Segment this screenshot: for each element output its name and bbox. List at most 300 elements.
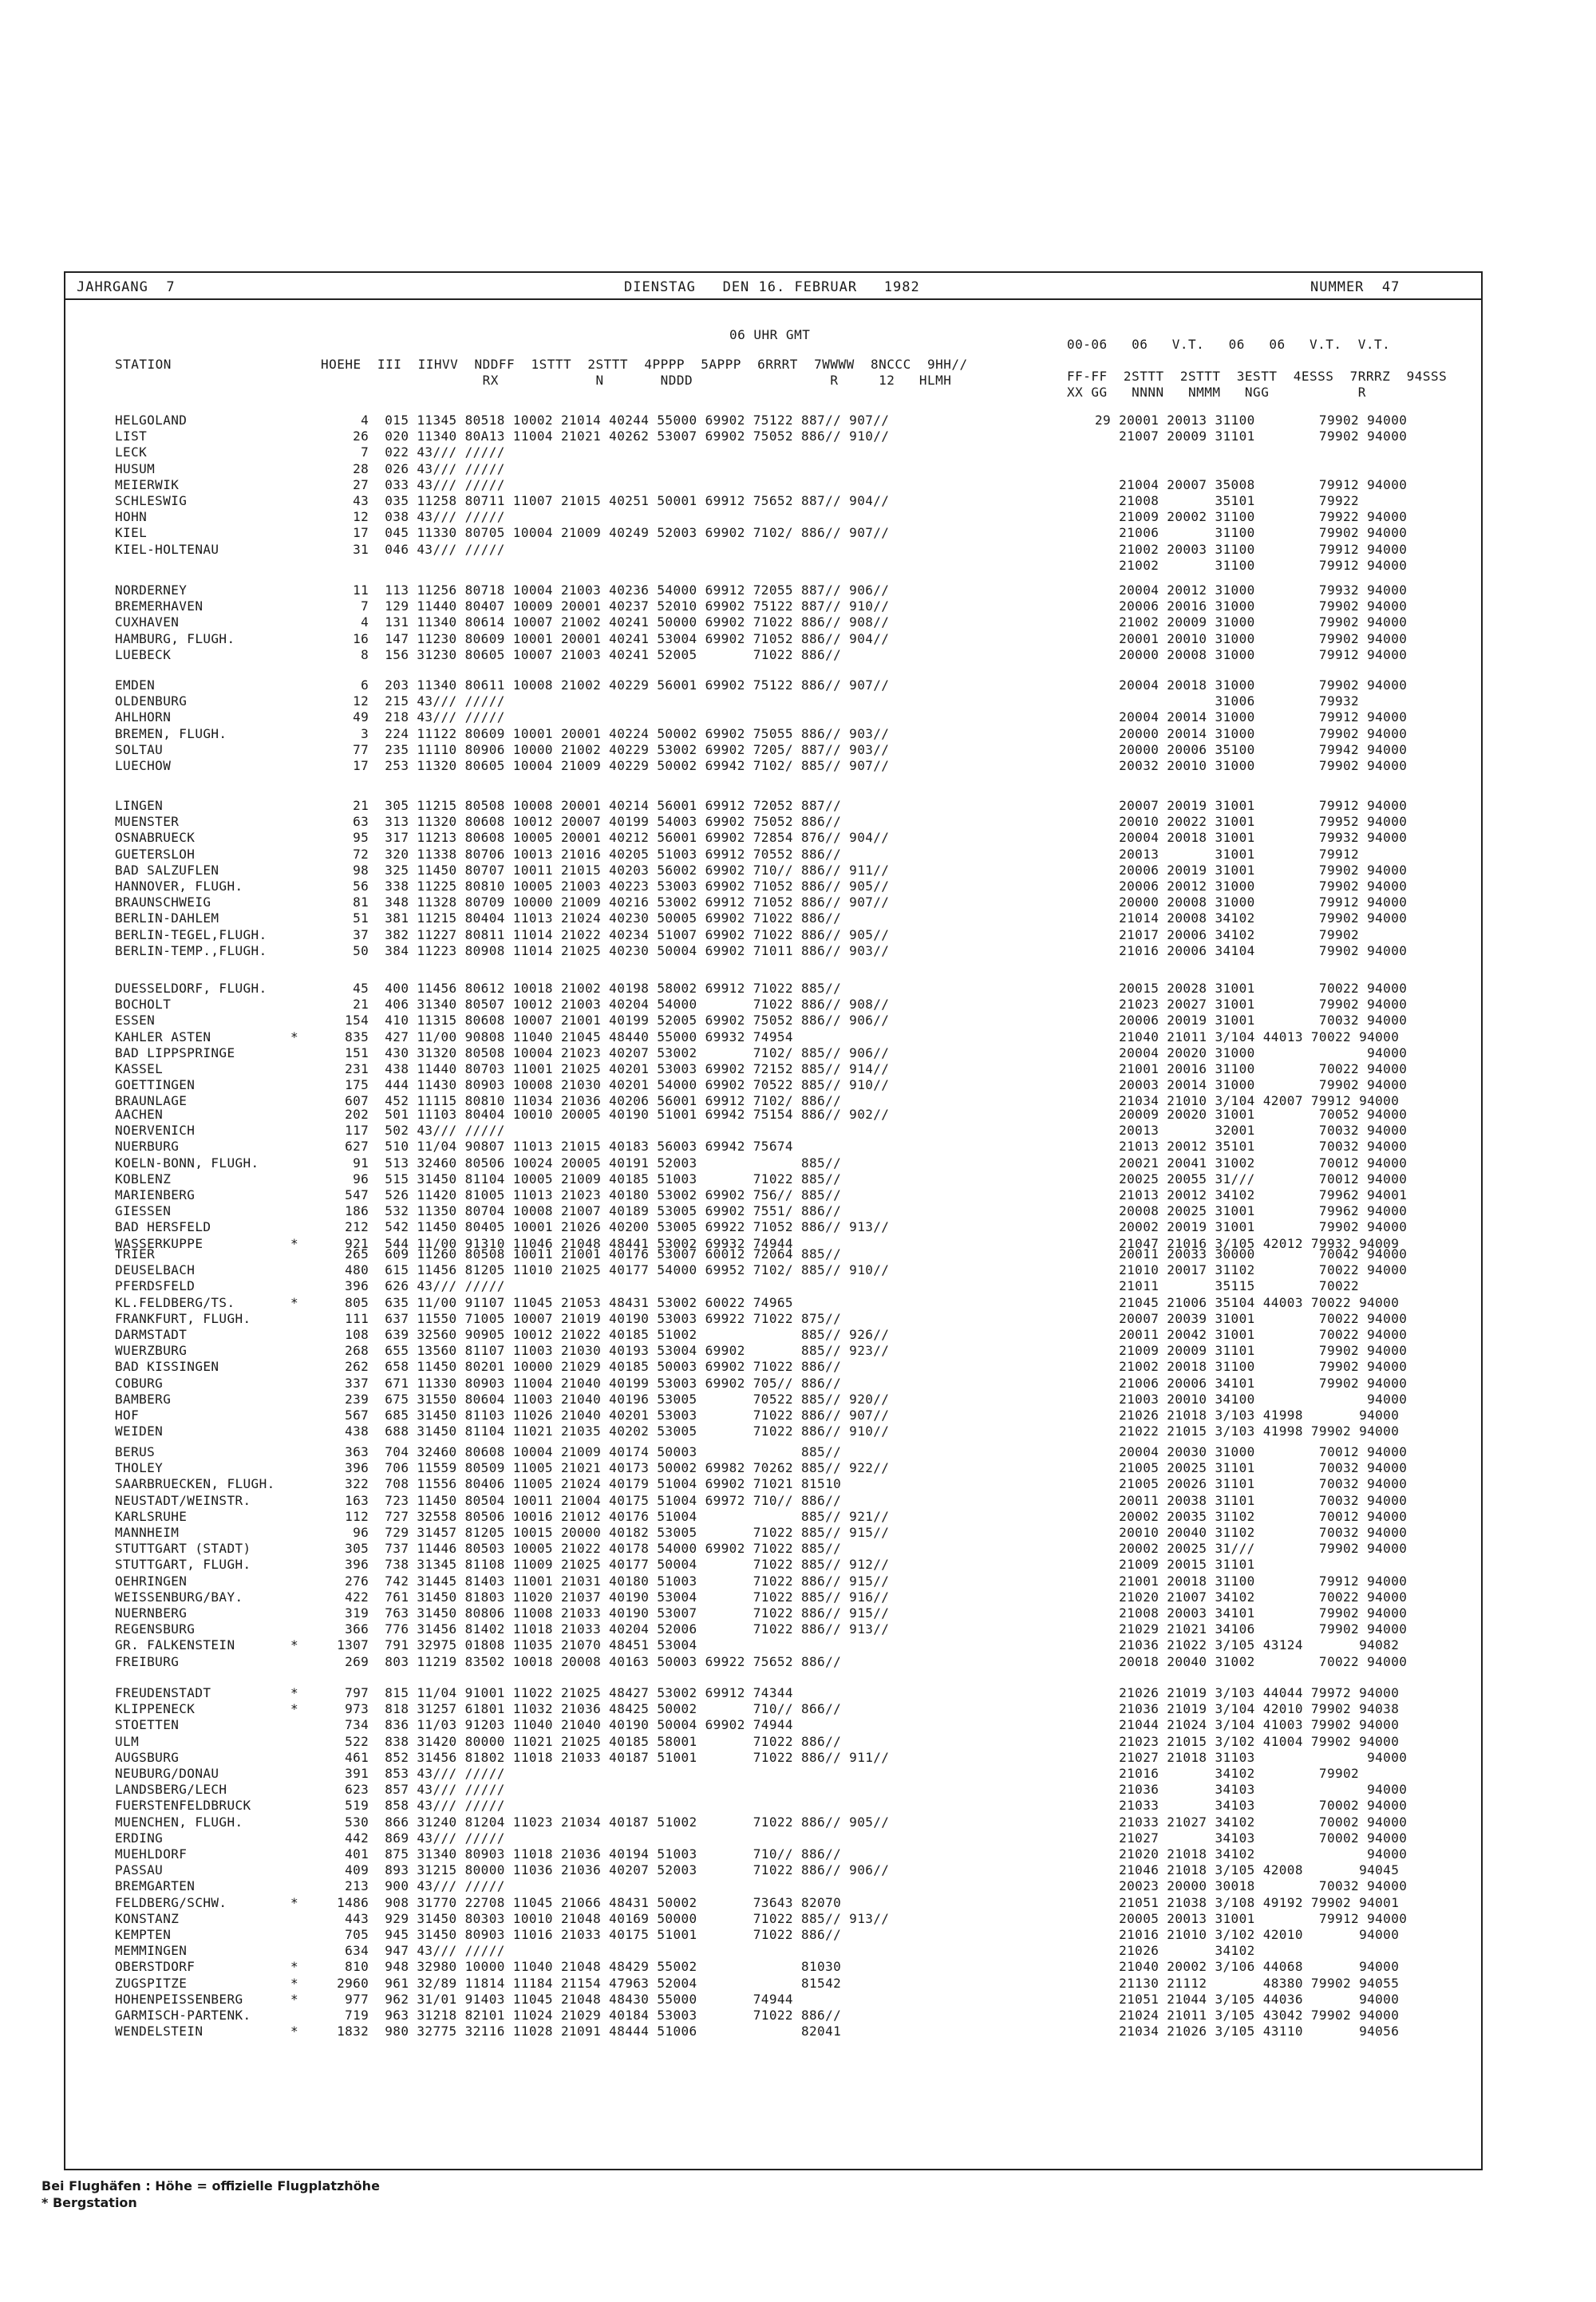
observation-codes: 12 215 43/// ///// [321,693,505,709]
observation-codes: 50 384 11223 80908 11014 21025 40230 50004 69902 71011 886// 903// [321,942,890,958]
observation-codes: 607 452 11115 80810 11034 21036 40206 56001 69912 7102/ 886// [321,1093,842,1109]
station-name: AACHEN [115,1107,164,1122]
station-row [65,814,1481,830]
supplementary-codes: 20025 20055 31/// 70012 94000 [1095,1171,1408,1187]
supplementary-codes: 21047 21016 3/105 42012 79932 94009 [1095,1235,1400,1251]
observation-codes: 623 857 43/// ///// [321,1782,505,1798]
station-name: AUGSBURG [115,1749,180,1765]
observation-codes: 634 947 43/// ///// [321,1943,505,1959]
station-row [65,830,1481,846]
station-name: FELDBERG/SCHW. [115,1894,227,1910]
date-label: DIENSTAG DEN 16. FEBRUAR 1982 [624,279,920,295]
supplementary-codes: 21036 34103 94000 [1095,1782,1408,1798]
station-name: BREMGARTEN [115,1878,196,1894]
station-name: HOF [115,1408,140,1423]
supplementary-codes: 21002 20009 31000 79902 94000 [1095,614,1408,630]
station-row [65,981,1481,997]
station-row [65,879,1481,894]
supplementary-codes: 21020 21007 34102 70022 94000 [1095,1589,1408,1605]
station-row [65,598,1481,614]
station-row [65,1766,1481,1782]
supplementary-codes: 20021 20041 31002 70012 94000 [1095,1155,1408,1171]
observation-codes: 45 400 11456 80612 10018 21002 40198 58002 69912 71022 885// [321,981,842,996]
supplementary-codes: 20004 20018 31000 79902 94000 [1095,677,1408,693]
station-name: STOETTEN [115,1717,180,1733]
supplementary-codes: 20000 20008 31000 79912 94000 [1095,646,1408,662]
station-name: EMDEN [115,677,156,693]
supplementary-codes: 20006 20019 31001 79902 94000 [1095,862,1408,878]
observation-codes: 21 305 11215 80508 10008 20001 40214 56001 69912 72052 887// [321,798,842,813]
supplementary-codes: 20013 31001 79912 [1095,846,1360,862]
header-rule [65,298,1481,300]
observation-codes: 268 655 13560 81107 11003 21030 40193 53004 69902 885// 923// [321,1343,890,1359]
footnote-mountain: * Bergstation [41,2195,137,2210]
station-name: MUEHLDORF [115,1846,188,1862]
supplementary-codes: 29 20001 20013 31100 79902 94000 [1095,413,1408,428]
station-name: DARMSTADT [115,1327,188,1342]
time-group-left: 06 UHR GMT [729,327,811,342]
station-row [65,1219,1481,1235]
observation-codes: 401 875 31340 80903 11018 21036 40194 51003 710// 886// [321,1846,842,1862]
station-name: STUTTGART, FLUGH. [115,1557,251,1573]
supplementary-codes: 20010 20022 31001 79952 94000 [1095,814,1408,830]
station-row [65,647,1481,663]
observation-codes: 366 776 31456 81402 11018 21033 40204 52006 71022 886// 913// [321,1621,890,1637]
station-name: DEUSELBACH [115,1262,196,1278]
observation-codes: 49 218 43/// ///// [321,709,505,725]
supplementary-codes: 21023 20027 31001 79902 94000 [1095,997,1408,1013]
station-row [65,1359,1481,1375]
station-row [65,1798,1481,1814]
station-row [65,1392,1481,1408]
station-name: BREMEN, FLUGH. [115,725,227,741]
supplementary-codes: 21013 20012 34102 79962 94001 [1095,1187,1408,1202]
station-row [65,894,1481,910]
supplementary-codes: 21045 21006 35104 44003 70022 94000 [1095,1294,1400,1310]
supplementary-codes: 21026 34102 [1095,1943,1255,1959]
observation-codes: 27 033 43/// ///// [321,476,505,492]
station-name: HOHENPEISSENBERG [115,1991,243,2007]
supplementary-codes: 20006 20016 31000 79902 94000 [1095,598,1408,614]
supplementary-codes: 20007 20019 31001 79912 94000 [1095,798,1408,813]
station-row [65,1959,1481,1975]
supplementary-codes: 21003 20010 34100 94000 [1095,1391,1408,1407]
station-name: MUENCHEN, FLUGH. [115,1814,243,1830]
supplementary-codes: 21009 20002 31100 79922 94000 [1095,509,1408,525]
supplementary-codes: 21044 21024 3/104 41003 79902 94000 [1095,1717,1400,1733]
observation-codes: 530 866 31240 81204 11023 21034 40187 51002 71022 886// 905// [321,1814,890,1830]
station-name: KAHLER ASTEN [115,1029,211,1044]
station-name: KIEL-HOLTENAU [115,541,219,557]
station-row [65,1878,1481,1894]
station-name: NOERVENICH [115,1123,196,1139]
mountain-station-marker: * [290,1701,299,1717]
station-name: KLIPPENECK [115,1701,196,1717]
observation-codes: 1832 980 32775 32116 11028 21091 48444 51006 82041 [321,2024,842,2039]
station-row [65,542,1481,558]
observation-codes: 547 526 11420 81005 11013 21023 40180 53002 69902 756// 885// [321,1187,842,1202]
station-name: PASSAU [115,1862,164,1878]
supplementary-codes: 21033 34103 70002 94000 [1095,1798,1408,1814]
supplementary-codes: 20004 20030 31000 70012 94000 [1095,1444,1408,1459]
station-row [65,1976,1481,1992]
observation-codes: 719 963 31218 82101 11024 21029 40184 53003 71022 886// [321,2008,842,2023]
supplementary-codes: 20007 20039 31001 70022 94000 [1095,1310,1408,1326]
station-row [65,1107,1481,1123]
supplementary-codes: 21017 20006 34102 79902 [1095,926,1360,942]
station-row [65,1311,1481,1327]
station-name: OSNABRUECK [115,830,196,846]
station-row [65,1187,1481,1203]
station-row [65,1943,1481,1959]
station-name: KIEL [115,525,148,541]
observation-codes: 705 945 31450 80903 11016 21033 40175 51001 71022 886// [321,1927,842,1942]
observation-codes: 108 639 32560 90905 10012 21022 40185 51002 885// 926// [321,1327,890,1342]
station-name: BOCHOLT [115,997,172,1013]
station-row [65,1139,1481,1155]
station-row [65,1061,1481,1077]
station-row [65,1262,1481,1278]
station-row [65,1376,1481,1392]
observation-codes: 175 444 11430 80903 10008 21030 40201 54000 69902 70522 885// 910// [321,1077,890,1093]
station-row [65,1460,1481,1476]
observation-codes: 810 948 32980 10000 11040 21048 48429 55002 81030 [321,1959,842,1975]
observation-codes: 305 737 11446 80503 10005 21022 40178 54000 69902 71022 885// [321,1541,842,1557]
supplementary-codes: 20009 20020 31001 70052 94000 [1095,1107,1408,1122]
supplementary-codes: 20006 20012 31000 79902 94000 [1095,879,1408,894]
station-row [65,1621,1481,1637]
observation-codes: 212 542 11450 80405 10001 21026 40200 53005 69922 71052 886// 913// [321,1219,890,1235]
supplementary-codes: 21051 21044 3/105 44036 94000 [1095,1991,1400,2007]
observation-codes: 8 156 31230 80605 10007 21003 40241 52005 71022 886// [321,646,842,662]
station-row [65,1573,1481,1589]
observation-codes: 265 609 11260 80508 10011 21001 40176 53007 60012 72064 885// [321,1246,842,1262]
supplementary-codes: 21046 21018 3/105 42008 94045 [1095,1862,1400,1878]
station-row [65,1589,1481,1605]
observation-codes: 567 685 31450 81103 11026 21040 40201 53003 71022 886// 907// [321,1408,890,1423]
station-name: GR. FALKENSTEIN [115,1637,235,1653]
station-row [65,1203,1481,1219]
station-name: BERLIN-TEGEL,FLUGH. [115,926,267,942]
station-name: WENDELSTEIN [115,2024,203,2039]
station-row [65,1927,1481,1943]
station-row [65,1444,1481,1460]
observation-codes: 322 708 11556 80406 11005 21024 40179 51004 69902 71021 81510 [321,1476,842,1492]
supplementary-codes: 21029 21021 34106 79902 94000 [1095,1621,1408,1637]
supplementary-codes: 21024 21011 3/105 43042 79902 94000 [1095,2008,1400,2023]
station-row [65,1013,1481,1029]
station-name: WUERZBURG [115,1343,188,1359]
observation-codes: 202 501 11103 80404 10010 20005 40190 51001 69942 75154 886// 902// [321,1107,890,1122]
station-row [65,1408,1481,1423]
station-row [65,1029,1481,1045]
station-name: MANNHEIM [115,1525,180,1540]
supplementary-codes: 21130 21112 48380 79902 94055 [1095,1975,1400,1991]
supplementary-codes: 21002 31100 79912 94000 [1095,557,1408,573]
observation-codes: 391 853 43/// ///// [321,1766,505,1781]
supplementary-codes: 21005 20025 31101 70032 94000 [1095,1460,1408,1476]
station-name: HELGOLAND [115,413,188,428]
supplementary-codes: 21016 20006 34104 79902 94000 [1095,942,1408,958]
mountain-station-marker: * [290,1637,299,1653]
station-name: FUERSTENFELDBRUCK [115,1798,251,1814]
supplementary-codes: 21036 21022 3/105 43124 94082 [1095,1637,1400,1653]
station-row [65,726,1481,742]
supplementary-codes: 21016 34102 79902 [1095,1766,1360,1781]
supplementary-codes: 20032 20010 31000 79902 94000 [1095,758,1408,773]
station-row [65,709,1481,725]
supplementary-codes: 21027 34103 70002 94000 [1095,1830,1408,1846]
station-name: GOETTINGEN [115,1077,196,1093]
station-row [65,1846,1481,1862]
code-columns-subheader: RX N NDDD R 12 HLMH [321,373,952,388]
station-name: KEMPTEN [115,1927,172,1942]
supplementary-codes: 21006 20006 34101 79902 94000 [1095,1375,1408,1391]
observation-codes: 151 430 31320 80508 10004 21023 40207 53002 7102/ 885// 906// [321,1044,890,1060]
observation-codes: 422 761 31450 81803 11020 21037 40190 53004 71022 885// 916// [321,1589,890,1605]
station-name: WEIDEN [115,1423,164,1439]
station-name: KOBLENZ [115,1171,172,1187]
station-name: KARLSRUHE [115,1508,188,1524]
station-name: BREMERHAVEN [115,598,203,614]
observation-codes: 96 729 31457 81205 10015 20000 40182 53005 71022 885// 915// [321,1525,890,1540]
issue-number: NUMMER 47 [1310,279,1400,295]
observation-codes: 438 688 31450 81104 11021 21035 40202 53005 71022 886// 910// [321,1423,890,1439]
station-name: ESSEN [115,1013,156,1029]
station-name: STUTTGART (STADT) [115,1541,251,1557]
station-name: BERLIN-DAHLEM [115,910,219,926]
supplementary-codes: 20002 20025 31/// 79902 94000 [1095,1541,1408,1557]
supplementary-codes: 20015 20028 31001 70022 94000 [1095,981,1408,996]
station-row [65,1895,1481,1911]
mountain-station-marker: * [290,1029,299,1044]
supplementary-codes: 20023 20000 30018 70032 94000 [1095,1878,1408,1894]
station-row [65,2008,1481,2024]
station-row [65,1541,1481,1557]
observation-codes: 269 803 11219 83502 10018 20008 40163 50003 69922 75652 886// [321,1653,842,1669]
station-row [65,1045,1481,1061]
mountain-station-marker: * [290,2024,299,2039]
station-name: ZUGSPITZE [115,1975,188,1991]
supplementary-codes: 20000 20006 35100 79942 94000 [1095,741,1408,757]
observation-codes: 396 738 31345 81108 11009 21025 40177 50004 71022 885// 912// [321,1557,890,1573]
mountain-station-marker: * [290,1975,299,1991]
station-row [65,1782,1481,1798]
station-row [65,1830,1481,1846]
station-row [65,1685,1481,1701]
supplementary-codes: 20004 20012 31000 79932 94000 [1095,582,1408,598]
observation-codes: 977 962 31/01 91403 11045 21048 48430 55000 74944 [321,1991,793,2007]
station-row [65,1171,1481,1187]
supplementary-codes: 20000 20008 31000 79912 94000 [1095,894,1408,910]
observation-codes: 396 626 43/// ///// [321,1278,505,1294]
supplementary-codes: 21001 20018 31100 79912 94000 [1095,1573,1408,1589]
observation-codes: 921 544 11/00 91310 11046 21048 48441 53002 69932 74944 [321,1235,793,1251]
station-row [65,863,1481,879]
station-row [65,1911,1481,1927]
observation-codes: 26 020 11340 80A13 11004 21021 40262 53007 69902 75052 886// 910// [321,428,890,444]
station-name: AHLHORN [115,709,172,725]
observation-codes: 2960 961 32/89 11814 11184 21154 47963 52004 81542 [321,1975,842,1991]
station-row [65,1509,1481,1525]
station-name: NUERNBERG [115,1605,188,1621]
station-row [65,910,1481,926]
station-row [65,1295,1481,1311]
observation-codes: 276 742 31445 81403 11001 21031 40180 51003 71022 886// 915// [321,1573,890,1589]
station-name: ULM [115,1733,140,1749]
observation-codes: 442 869 43/// ///// [321,1830,505,1846]
observation-codes: 117 502 43/// ///// [321,1123,505,1139]
supplementary-codes: 21034 21026 3/105 43110 94056 [1095,2024,1400,2039]
station-name: NEUSTADT/WEINSTR. [115,1492,251,1508]
observation-codes: 1486 908 31770 22708 11045 21066 48431 50002 73643 82070 [321,1894,842,1910]
observation-codes: 4 131 11340 80614 10007 21002 40241 50000 69902 71022 886// 908// [321,614,890,630]
station-name: GARMISCH-PARTENK. [115,2008,251,2023]
station-row [65,1637,1481,1653]
supplementary-codes: 20001 20010 31000 79902 94000 [1095,630,1408,646]
observation-codes: 91 513 32460 80506 10024 20005 40191 52003 885// [321,1155,842,1171]
observation-codes: 805 635 11/00 91107 11045 21053 48431 53002 60022 74965 [321,1294,793,1310]
station-name: KASSEL [115,1061,164,1076]
supplementary-codes: 21016 21010 3/102 42010 94000 [1095,1927,1400,1942]
station-row [65,1327,1481,1343]
station-row [65,525,1481,541]
supplementary-codes: 20006 20019 31001 70032 94000 [1095,1013,1408,1029]
station-row [65,1246,1481,1262]
station-row [65,1343,1481,1359]
station-row [65,2024,1481,2039]
supplementary-codes: 20004 20018 31001 79932 94000 [1095,830,1408,846]
station-name: MARIENBERG [115,1187,196,1202]
station-name: BAMBERG [115,1391,172,1407]
supplementary-codes: 31006 79932 [1095,693,1360,709]
observation-codes: 21 406 31340 80507 10012 21003 40204 54000 71022 886// 908// [321,997,890,1013]
station-row [65,1557,1481,1573]
supplementary-codes: 21014 20008 34102 79902 94000 [1095,910,1408,926]
supplementary-codes: 20011 20038 31101 70032 94000 [1095,1492,1408,1508]
right-columns-header: FF-FF 2STTT 2STTT 3ESTT 4ESSS 7RRRZ 94SSS [1067,369,1448,384]
observation-codes: 835 427 11/00 90808 11040 21045 48440 55000 69932 74954 [321,1029,793,1044]
station-row [65,413,1481,428]
station-row [65,693,1481,709]
supplementary-codes: 21026 21019 3/103 44044 79972 94000 [1095,1685,1400,1700]
station-name: LANDSBERG/LECH [115,1782,227,1798]
supplementary-codes: 20004 20020 31000 94000 [1095,1044,1408,1060]
station-name: MEMMINGEN [115,1943,188,1959]
station-row [65,614,1481,630]
supplementary-codes: 20005 20013 31001 79912 94000 [1095,1910,1408,1926]
observation-codes: 72 320 11338 80706 10013 21016 40205 51003 69912 70552 886// [321,846,842,862]
station-row [65,582,1481,598]
station-row [65,1734,1481,1750]
supplementary-codes: 21027 21018 31103 94000 [1095,1749,1408,1765]
supplementary-codes: 21051 21038 3/108 49192 79902 94001 [1095,1894,1400,1910]
station-row [65,847,1481,863]
observation-codes: 186 532 11350 80704 10008 21007 40189 53005 69902 7551/ 886// [321,1203,842,1219]
supplementary-codes: 21026 21018 3/103 41998 94000 [1095,1408,1400,1423]
observation-codes: 213 900 43/// ///// [321,1878,505,1894]
station-name: HOHN [115,509,148,525]
station-row [65,997,1481,1013]
observation-codes: 17 045 11330 80705 10004 21009 40249 52003 69902 7102/ 886// 907// [321,525,890,541]
supplementary-codes: 20011 20033 30000 70042 94000 [1095,1246,1408,1262]
supplementary-codes: 21006 31100 79902 94000 [1095,525,1408,541]
observation-codes: 16 147 11230 80609 10001 20001 40241 53004 69902 71052 886// 904// [321,630,890,646]
station-name: ERDING [115,1830,164,1846]
supplementary-codes: 21013 20012 35101 70032 94000 [1095,1139,1408,1155]
footnote-airports: Bei Flughäfen : Höhe = offizielle Flugplatzhöhe [41,2178,380,2193]
station-name: DUESSELDORF, FLUGH. [115,981,267,996]
station-row [65,1605,1481,1621]
station-name: WEISSENBURG/BAY. [115,1589,243,1605]
station-name: WASSERKUPPE [115,1235,203,1251]
supplementary-codes: 20004 20014 31000 79912 94000 [1095,709,1408,725]
observation-codes: 6 203 11340 80611 10008 21002 40229 56001 69902 75122 886// 907// [321,677,890,693]
station-row [65,677,1481,693]
station-row [65,1278,1481,1294]
station-name: LUECHOW [115,758,172,773]
supplementary-codes: 21011 35115 70022 [1095,1278,1360,1294]
station-name: OLDENBURG [115,693,188,709]
observation-codes: 163 723 11450 80504 10011 21004 40175 51004 69972 710// 886// [321,1492,842,1508]
station-name: NEUBURG/DONAU [115,1766,219,1781]
station-row [65,1814,1481,1830]
supplementary-codes: 21010 20017 31102 70022 94000 [1095,1262,1408,1278]
station-row [65,943,1481,959]
station-name: NORDERNEY [115,582,188,598]
observation-codes: 231 438 11440 80703 11001 21025 40201 53003 69902 72152 885// 914// [321,1061,890,1076]
station-name: LUEBECK [115,646,172,662]
station-row [65,1525,1481,1541]
observation-codes: 98 325 11450 80707 10011 21015 40203 56002 69902 710// 886// 911// [321,862,890,878]
station-row [65,1077,1481,1093]
supplementary-codes: 21033 21027 34102 70002 94000 [1095,1814,1408,1830]
station-name: MUENSTER [115,814,180,830]
supplementary-codes: 21020 21018 34102 94000 [1095,1846,1408,1862]
supplementary-codes: 21004 20007 35008 79912 94000 [1095,476,1408,492]
observation-codes: 31 046 43/// ///// [321,541,505,557]
observation-codes: 112 727 32558 80506 10016 21012 40176 51004 885// 921// [321,1508,890,1524]
station-name: SCHLESWIG [115,493,188,508]
station-row [65,631,1481,647]
supplementary-codes: 21009 20009 31101 79902 94000 [1095,1343,1408,1359]
station-name: FREIBURG [115,1653,180,1669]
station-name: HUSUM [115,460,156,476]
supplementary-codes: 21022 21015 3/103 41998 79902 94000 [1095,1423,1400,1439]
observation-codes: 77 235 11110 80906 10000 21002 40229 53002 69902 7205/ 887// 903// [321,741,890,757]
station-name: BERLIN-TEMP.,FLUGH. [115,942,267,958]
supplementary-codes: 20011 20042 31001 70022 94000 [1095,1327,1408,1342]
station-name: LIST [115,428,148,444]
observation-codes: 973 818 31257 61801 11032 21036 48425 50002 710// 866// [321,1701,842,1717]
mountain-station-marker: * [290,1235,299,1251]
supplementary-codes: 21040 20002 3/106 44068 94000 [1095,1959,1400,1975]
observation-codes: 461 852 31456 81802 11018 21033 40187 51001 71022 886// 911// [321,1749,890,1765]
supplementary-codes: 20008 20025 31001 79962 94000 [1095,1203,1408,1219]
station-name: SOLTAU [115,741,164,757]
observation-codes: 96 515 31450 81104 10005 21009 40185 51003 71022 885// [321,1171,842,1187]
supplementary-codes: 20003 20014 31000 79902 94000 [1095,1077,1408,1093]
supplementary-codes: 21040 21011 3/104 44013 70022 94000 [1095,1029,1400,1044]
station-row [65,493,1481,509]
supplementary-codes: 21005 20026 31101 70032 94000 [1095,1476,1408,1492]
station-row [65,1493,1481,1509]
station-row [65,461,1481,477]
supplementary-codes: 21001 20016 31100 70022 94000 [1095,1061,1408,1076]
supplementary-codes: 20013 32001 70032 94000 [1095,1123,1408,1139]
observation-codes: 37 382 11227 80811 11014 21022 40234 51007 69902 71022 886// 905// [321,926,890,942]
observation-codes: 3 224 11122 80609 10001 20001 40224 50002 69902 75055 886// 903// [321,725,890,741]
